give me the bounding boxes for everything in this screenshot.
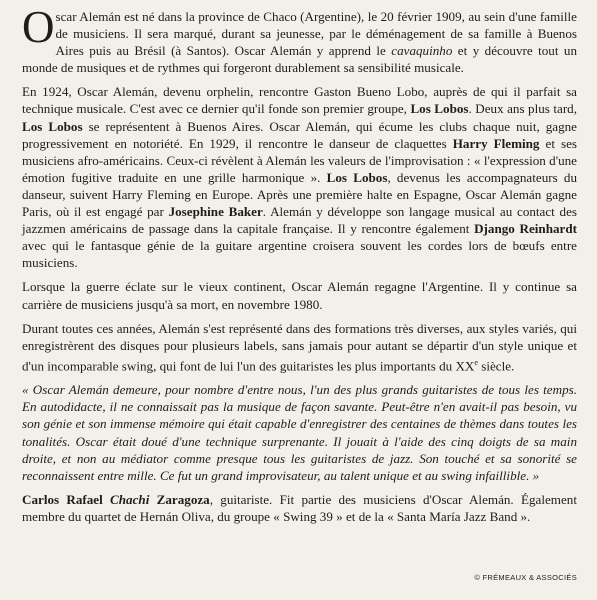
drop-cap: O (22, 2, 55, 52)
copyright-footer: © FRÉMEAUX & ASSOCIÉS (474, 573, 577, 582)
quote-block: « Oscar Alemán demeure, pour nombre d'entre nous, l'un des plus grands guitaristes de tous les temps. En autodidacte, il ne connaissait pas la musique de façon savante. Peut-être n'en avait-il pas besoin, vu son génie et son immense mémoire qui était capable d'enregistrer des centaines de thèmes dans toutes les tonalités. Oscar était doué d'une technique surprenante. Il jouait à l'aide des cinq doigts de sa main droite, et non au médiator comme presque tous les guitaristes de jazz. Son touché et sa sonorité se reconnaissent entre mille. Ce fut un grand improvisateur, au talent unique et au swing infaillible. » (22, 382, 577, 483)
paragraph-war: Lorsque la guerre éclate sur le vieux continent, Oscar Alemán regagne l'Argentine. Il y continue sa carrière de musiciens jusqu'à sa mort, en novembre 1980. (22, 279, 577, 312)
attribution-paragraph: Carlos Rafael Chachi Zaragoza, guitariste. Fit partie des musiciens d'Oscar Alemán. Également membre du quartet de Hernán Oliva, du groupe « Swing 39 » et de la « Santa María Jazz Band ». (22, 491, 577, 524)
paragraph-career: En 1924, Oscar Alemán, devenu orphelin, rencontre Gaston Bueno Lobo, auprès de qui il parfait sa technique musicale. C'est avec ce dernier qu'il fonde son premier groupe, Los Lobos. Deux ans plus tard, Los Lobos se représentent à Buenos Aires. Oscar Alemán, qui écume les clubs chaque nuit, gagne progressivement en notoriété. En 1929, il rencontre le danseur de claquettes Harry Fleming et ses musiciens afro-américains. Ceux-ci révèlent à Alemán les valeurs de l'improvisation : « l'expression d'une émotion fugitive traduite en une grille harmonique ». Los Lobos, devenus les accompagnateurs du danseur, suivent Harry Fleming en Europe. Après une première halte en Espagne, Oscar Alemán gagne Paris, où il est engagé par Josephine Baker. Alemán y développe son langage musical au contact des jazzmen américains de passage dans la capitale française. Il y rencontre également Django Reinhardt avec qui le fantasque génie de la guitare argentine croisera souvent les cordes lors de bœufs entre musiciens. (22, 84, 578, 271)
paragraph-legacy: Durant toutes ces années, Alemán s'est représenté dans des formations très diverses, aux styles variés, qui enregistrèrent des disques pour plusieurs labels, sans jamais pour autant se départir d'un style unique et d'un incomparable swing, qui font de lui l'un des guitaristes les plus importants du XXe siècle. (22, 320, 577, 374)
paragraph-birth: Oscar Alemán est né dans la province de Chaco (Argentine), le 20 février 1909, au sein d'une famille de musiciens. Il sera marqué, durant sa jeunesse, par le déménagement de sa famille à Buenos Aires puis au Brésil (à Santos). Oscar Alemán y apprend le cavaquinho et y découvre tout un monde de musiques et de rythmes qui forgeront durablement sa sensibilité musicale. (22, 2, 577, 76)
